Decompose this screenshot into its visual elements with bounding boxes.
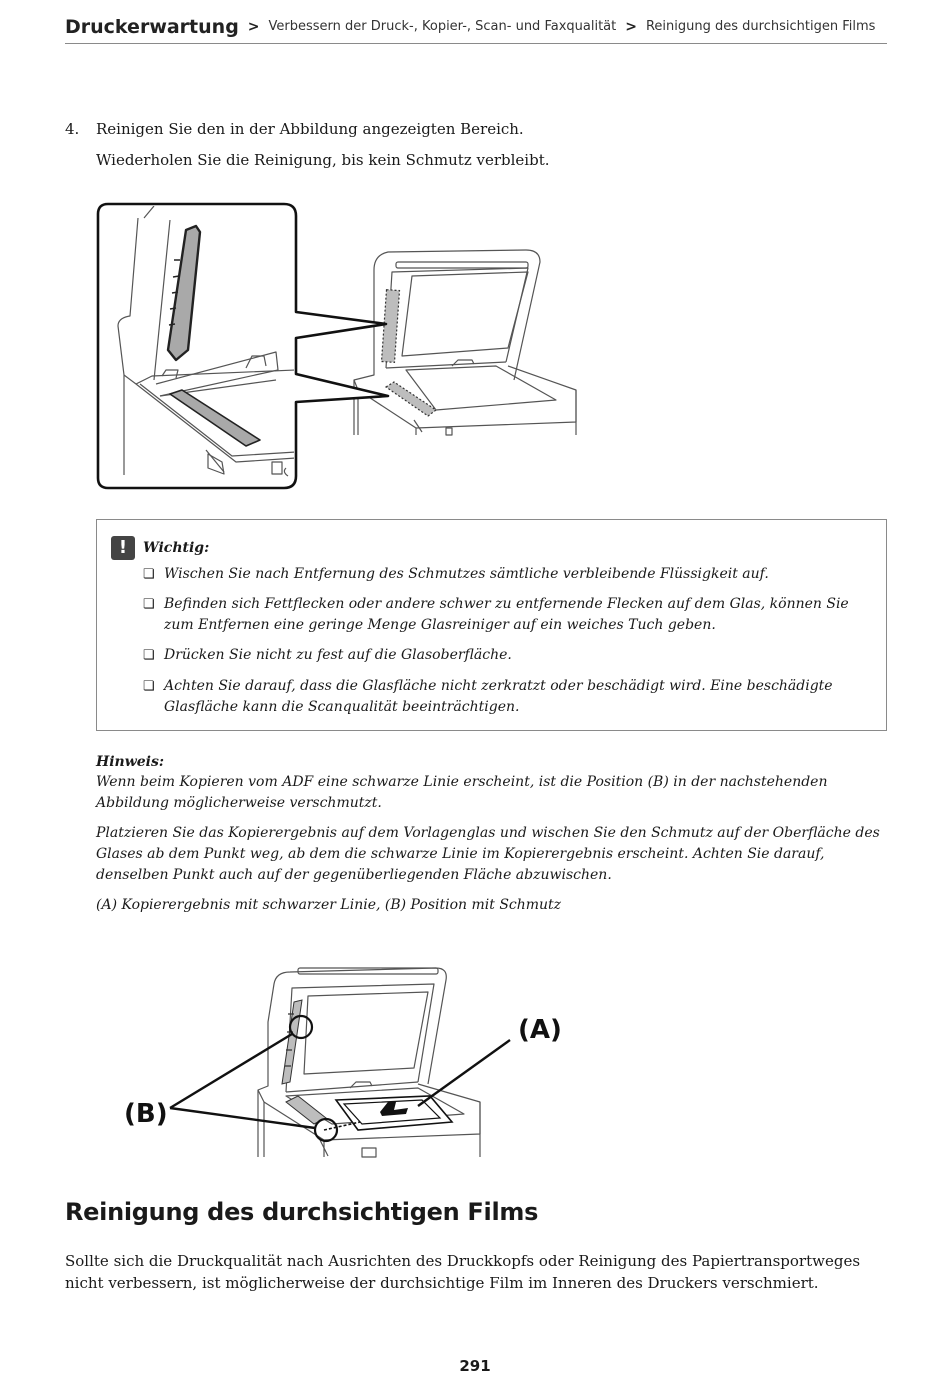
figure-label-b: (B) xyxy=(124,1099,168,1129)
section-paragraph: Sollte sich die Druckqualität nach Ausrichten des Druckkopfs oder Reinigung des Papiertransportweges nicht verbessern, ist möglicherweise der durchsichtige Film im Inneren des Druckers verschmiert. xyxy=(65,1252,861,1292)
step-text: Reinigen Sie den in der Abbildung angezeigten Bereich. xyxy=(96,120,524,138)
important-header xyxy=(111,536,209,560)
note-title: Hinweis: xyxy=(96,754,165,770)
breadcrumb-level3: Reinigung des durchsichtigen Films xyxy=(645,19,876,34)
figure-label-a: (A) xyxy=(518,1015,562,1045)
breadcrumb-main: Druckerwartung xyxy=(65,15,239,38)
page-number: 291 xyxy=(459,1357,491,1375)
bullet-checkbox-icon: ❏ xyxy=(143,567,155,582)
breadcrumb-separator: > xyxy=(247,18,260,35)
cleaning-area-illustration xyxy=(96,200,581,492)
list-item-text: Befinden sich Fettflecken oder andere schwer zu entfernende Flecken auf dem Glas, können Sie zum Entfernen eine geringe Menge Glasreiniger auf ein weiches Tuch geben. xyxy=(164,596,849,633)
adf-black-line-illustration xyxy=(118,962,578,1162)
note-paragraph: Wenn beim Kopieren vom ADF eine schwarze Linie erscheint, ist die Position (B) in der nachstehenden Abbildung möglicherweise verschmutzt. xyxy=(96,774,828,811)
list-item-text: Drücken Sie nicht zu fest auf die Glasoberfläche. xyxy=(164,647,512,663)
bullet-checkbox-icon: ❏ xyxy=(143,679,155,694)
note-paragraph: Platzieren Sie das Kopierergebnis auf dem Vorlagenglas und wischen Sie den Schmutz auf der Oberfläche des Glases ab dem Punkt weg, ab dem die schwarze Linie im Kopierergebnis erscheint. Achten Sie darauf, denselben Punkt auch auf der gegenüberliegenden Fläche abzuwischen. xyxy=(96,825,880,883)
breadcrumb xyxy=(65,10,887,44)
list-item-text: Achten Sie darauf, dass die Glasfläche nicht zerkratzt oder beschädigt wird. Eine beschädigte Glasfläche kann die Scanqualität beeinträchtigen. xyxy=(164,678,833,715)
breadcrumb-level2: Verbessern der Druck-, Kopier-, Scan- und Faxqualität xyxy=(268,19,617,34)
important-title: Wichtig: xyxy=(143,540,210,556)
exclamation-icon: ! xyxy=(111,536,135,560)
breadcrumb-separator: > xyxy=(625,18,637,35)
bullet-checkbox-icon: ❏ xyxy=(143,648,155,663)
bullet-checkbox-icon: ❏ xyxy=(143,597,155,612)
section-title: Reinigung des durchsichtigen Films xyxy=(65,1198,539,1226)
step-number: 4. xyxy=(65,120,80,138)
important-notice xyxy=(96,519,887,731)
note-paragraph: (A) Kopierergebnis mit schwarzer Linie, (B) Position mit Schmutz xyxy=(96,897,562,913)
step-subtext: Wiederholen Sie die Reinigung, bis kein Schmutz verbleibt. xyxy=(96,151,550,169)
list-item-text: Wischen Sie nach Entfernung des Schmutzes sämtliche verbleibende Flüssigkeit auf. xyxy=(164,566,769,582)
